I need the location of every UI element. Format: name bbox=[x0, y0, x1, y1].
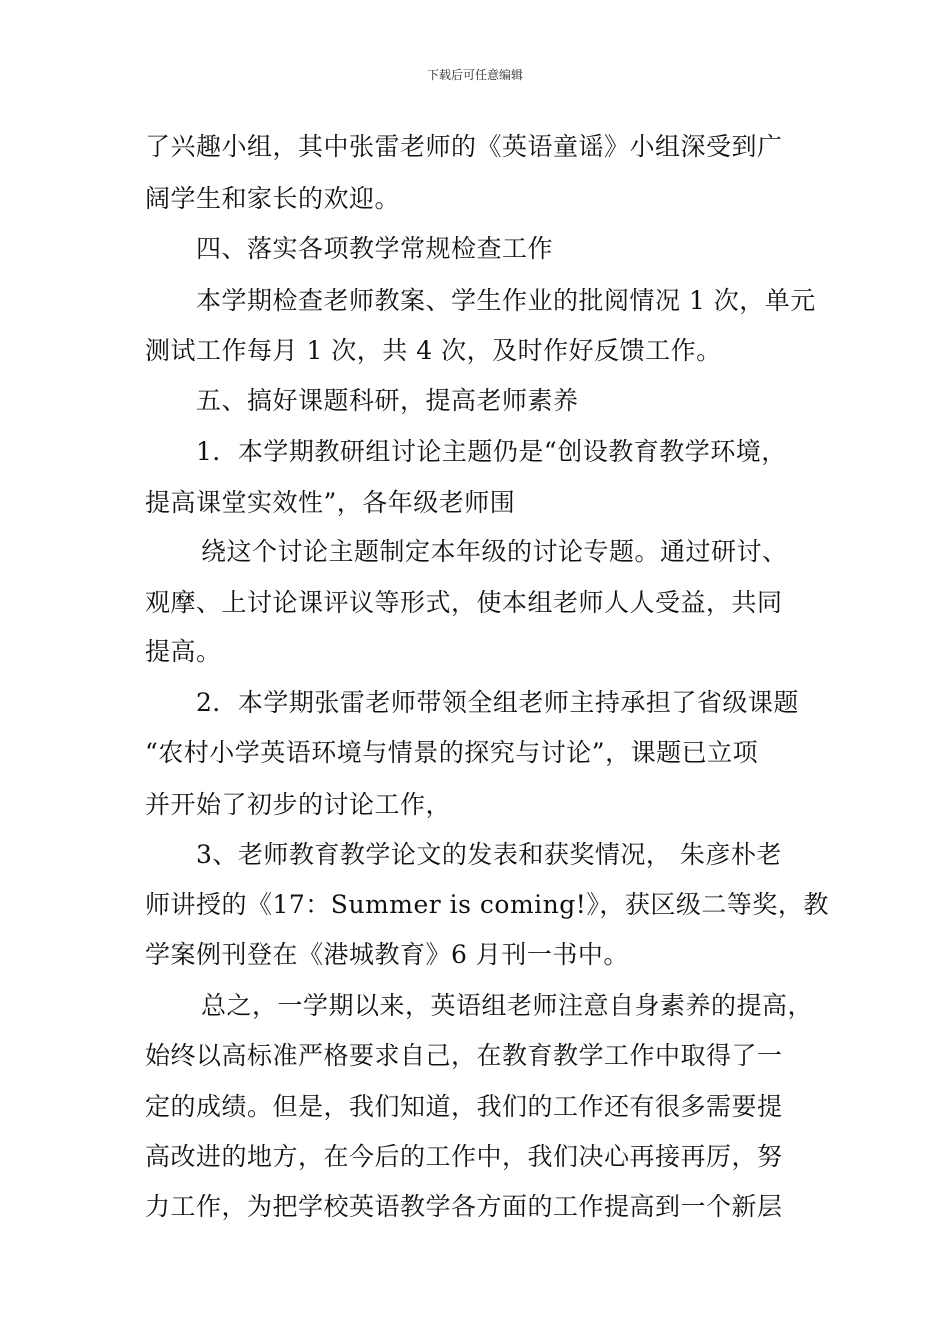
text-line: 2．本学期张雷老师带领全组老师主持承担了省级课题 bbox=[196, 688, 799, 717]
text-line: 3、老师教育教学论文的发表和获奖情况， 朱彦朴老 bbox=[196, 840, 782, 869]
text-line: 定的成绩。但是，我们知道，我们的工作还有很多需要提 bbox=[145, 1092, 783, 1121]
text-line: 高改进的地方，在今后的工作中，我们决心再接再厉，努 bbox=[145, 1142, 783, 1171]
text-line: 总之，一学期以来，英语组老师注意自身素养的提高， bbox=[201, 991, 814, 1020]
text-line: 并开始了初步的讨论工作， bbox=[145, 790, 452, 819]
text-line: 了兴趣小组，其中张雷老师的《英语童谣》小组深受到广 bbox=[145, 132, 783, 161]
text-line: 本学期检查老师教案、学生作业的批阅情况 1 次，单元 bbox=[196, 286, 816, 315]
text-line: 师讲授的《17：Summer is coming!》，获区级二等奖，教 bbox=[145, 890, 829, 919]
text-line: 观摩、上讨论课评议等形式，使本组老师人人受益，共同 bbox=[145, 588, 783, 617]
text-line: 力工作，为把学校英语教学各方面的工作提高到一个新层 bbox=[145, 1192, 783, 1221]
text-line: 绕这个讨论主题制定本年级的讨论专题。通过研讨、 bbox=[201, 537, 788, 566]
page-header: 下载后可任意编辑 bbox=[426, 68, 523, 82]
text-line: 1．本学期教研组讨论主题仍是“创设教育教学环境， bbox=[196, 437, 787, 466]
section-heading: 四、落实各项教学常规检查工作 bbox=[196, 234, 554, 263]
text-line: 学案例刊登在《港城教育》6 月刊一书中。 bbox=[145, 940, 629, 969]
section-heading: 五、搞好课题科研，提高老师素养 bbox=[196, 386, 579, 415]
text-line: 提高课堂实效性”，各年级老师围 bbox=[145, 488, 516, 517]
text-line: “农村小学英语环境与情景的探究与讨论”，课题已立项 bbox=[145, 738, 759, 767]
text-line: 阔学生和家长的欢迎。 bbox=[145, 184, 401, 213]
text-line: 始终以高标准严格要求自己，在教育教学工作中取得了一 bbox=[145, 1041, 783, 1070]
text-line: 提高。 bbox=[145, 637, 222, 666]
text-line: 测试工作每月 1 次，共 4 次，及时作好反馈工作。 bbox=[145, 336, 722, 365]
